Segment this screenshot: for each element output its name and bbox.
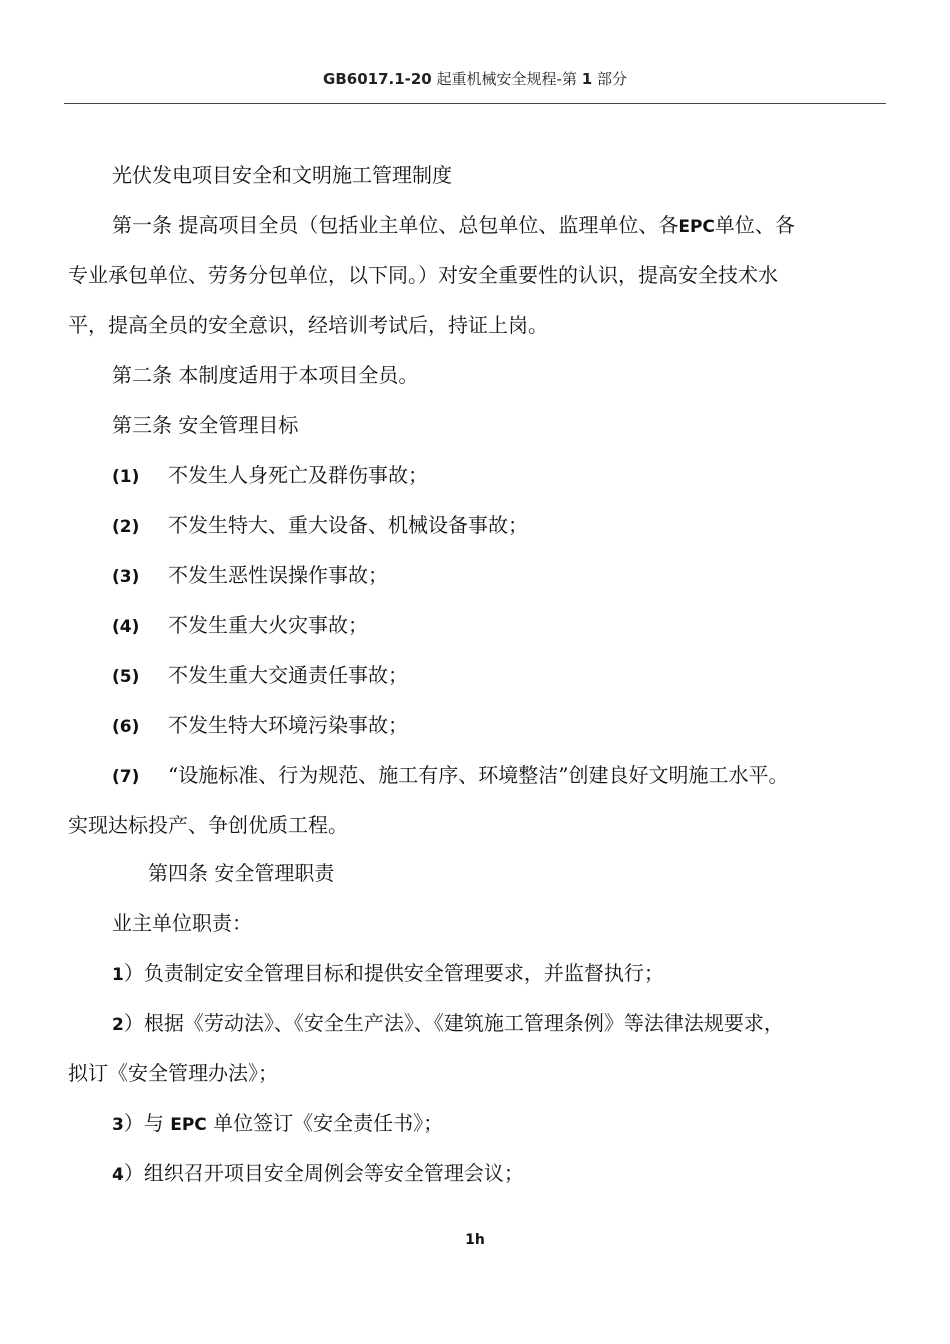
- duty-number: 1: [112, 965, 124, 985]
- duty-text-b: 单位签订《安全责任书》；: [213, 1111, 444, 1135]
- goal-item: [112, 762, 788, 790]
- article-1-text-a: 第一条 提高项目全员（包括业主单位、总包单位、监理单位、各: [112, 213, 679, 237]
- article-1-line-3: 平，提高全员的安全意识，经培训考试后，持证上岗。: [68, 313, 548, 337]
- article-2: 第二条 本制度适用于本项目全员。: [112, 363, 419, 387]
- article-1-text-b: 单位、各: [714, 213, 795, 237]
- goal-text: 不发生特大环境污染事故；: [168, 713, 408, 737]
- duty-number: 4: [112, 1165, 124, 1185]
- header-part-number: 1: [581, 70, 593, 88]
- goal-number: (2): [112, 517, 140, 537]
- duty-item: [112, 1160, 524, 1188]
- goal-text: 不发生人身死亡及群伤事故；: [168, 463, 428, 487]
- duty-number: 2: [112, 1015, 124, 1035]
- goal-text: 不发生重大火灾事故；: [168, 613, 368, 637]
- document-title: 光伏发电项目安全和文明施工管理制度: [112, 163, 452, 187]
- goal-number: (1): [112, 467, 140, 487]
- goal-text: 不发生恶性误操作事故；: [168, 563, 388, 587]
- page-number: 1h: [465, 1232, 485, 1248]
- goal-number: (3): [112, 567, 140, 587]
- owner-duties-title: 业主单位职责：: [112, 911, 252, 935]
- goal-item: [112, 612, 368, 640]
- header-divider: [64, 103, 886, 104]
- duty-item: [112, 960, 664, 988]
- duty-2-continuation: 拟订《安全管理办法》；: [68, 1061, 278, 1085]
- goal-text: 不发生特大、重大设备、机械设备事故；: [168, 513, 528, 537]
- goal-7-continuation: 实现达标投产、争创优质工程。: [68, 813, 348, 837]
- duty-item: [112, 1110, 443, 1138]
- duty-text: ）负责制定安全管理目标和提供安全管理要求，并监督执行；: [123, 961, 664, 985]
- header-title-end: 部分: [596, 70, 627, 88]
- goal-item: [112, 712, 408, 740]
- goal-number: (7): [112, 767, 140, 787]
- article-1-epc: EPC: [678, 217, 715, 237]
- duty-3-epc: EPC: [170, 1115, 207, 1135]
- duty-text: ）根据《劳动法》、《安全生产法》、《建筑施工管理条例》等法律法规要求，: [123, 1011, 784, 1035]
- goal-text: 不发生重大交通责任事故；: [168, 663, 408, 687]
- header-code: GB6017.1-20: [323, 70, 432, 88]
- goal-number: (4): [112, 617, 140, 637]
- goal-item: [112, 562, 388, 590]
- header-title: 起重机械安全规程-第: [436, 70, 577, 88]
- goal-number: (5): [112, 667, 140, 687]
- goal-text: “设施标准、行为规范、施工有序、环境整洁”创建良好文明施工水平。: [168, 763, 789, 787]
- article-1-line-1: [112, 212, 795, 240]
- goal-item: [112, 662, 408, 690]
- duty-number: 3: [112, 1115, 124, 1135]
- page-header: [64, 68, 886, 89]
- duty-text: ）组织召开项目安全周例会等安全管理会议；: [123, 1161, 524, 1185]
- article-4: 第四条 安全管理职责: [148, 861, 335, 885]
- goal-item: [112, 462, 428, 490]
- duty-text-a: ）与: [123, 1111, 164, 1135]
- article-3: 第三条 安全管理目标: [112, 413, 299, 437]
- duty-item: [112, 1010, 784, 1038]
- goal-number: (6): [112, 717, 140, 737]
- goal-item: [112, 512, 528, 540]
- article-1-line-2: 专业承包单位、劳务分包单位，以下同。）对安全重要性的认识，提高安全技术水: [68, 263, 778, 287]
